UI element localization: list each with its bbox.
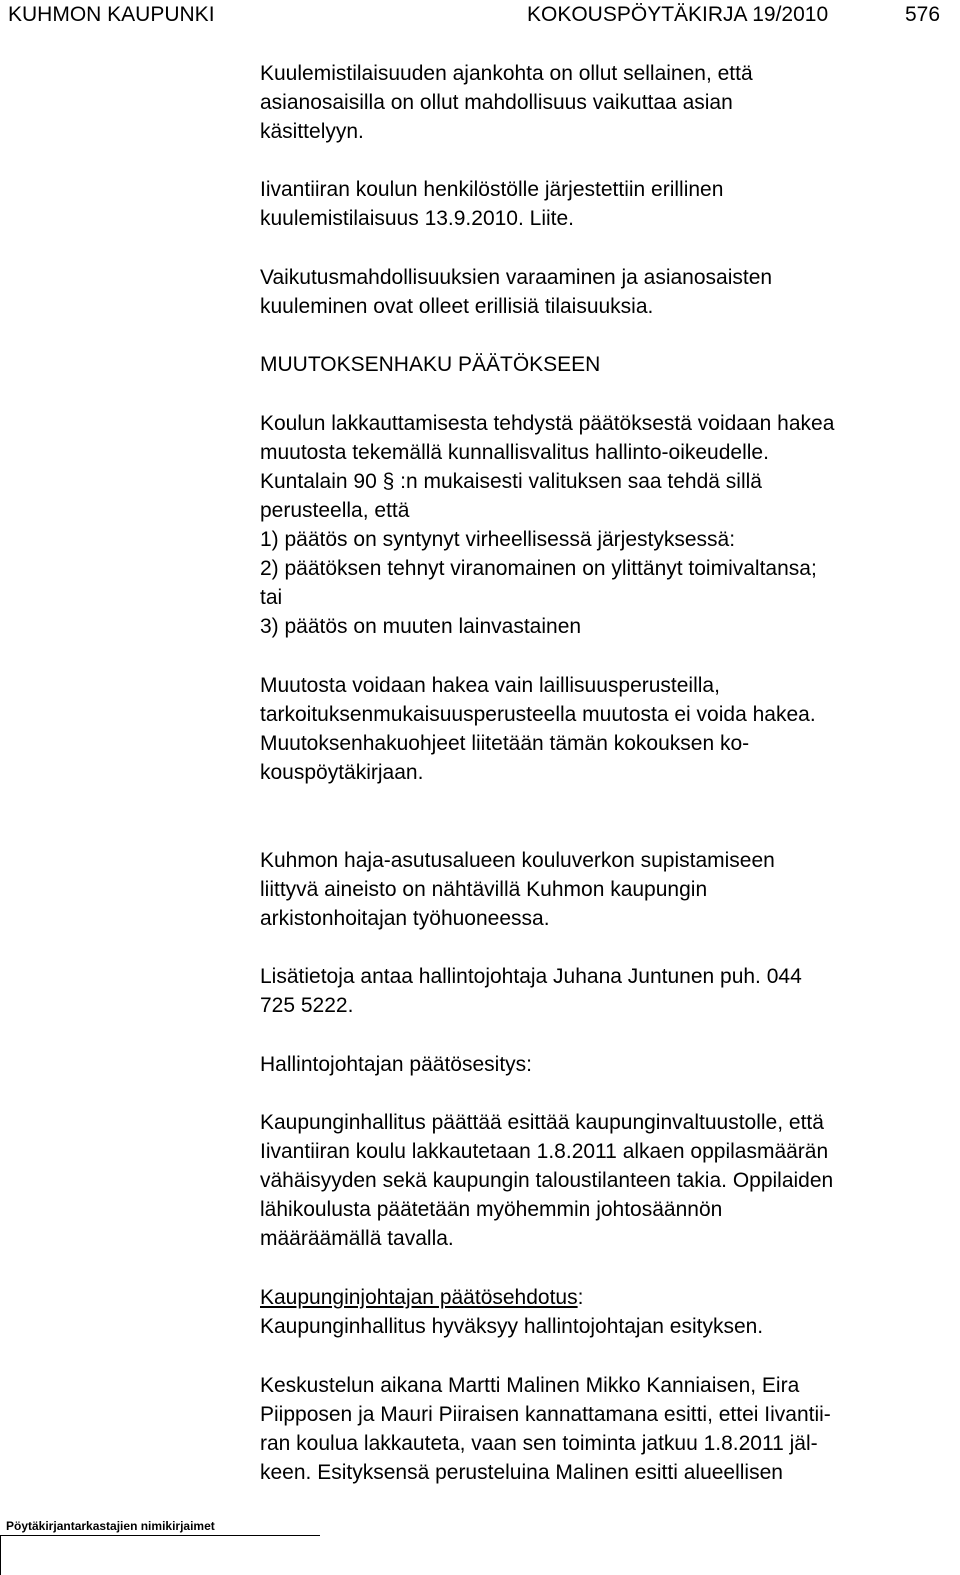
- page-header: [0, 0, 960, 30]
- body-line: keen. Esityksensä perusteluina Malinen esitti alueellisen: [260, 1461, 783, 1484]
- body-line: muutosta tekemällä kunnallisvalitus hallinto-oikeudelle.: [260, 441, 769, 464]
- body-line: Iivantiiran koulu lakkautetaan 1.8.2011 alkaen oppilasmäärän: [260, 1140, 829, 1163]
- section-heading: MUUTOKSENHAKU PÄÄTÖKSEEN: [260, 353, 601, 376]
- body-line: vähäisyyden sekä kaupungin taloustilanteen takia. Oppilaiden: [260, 1169, 834, 1192]
- body-line: Kaupunginhallitus päättää esittää kaupunginvaltuustolle, että: [260, 1111, 824, 1134]
- body-line: määräämällä tavalla.: [260, 1227, 454, 1250]
- body-line: asianosaisilla on ollut mahdollisuus vaikuttaa asian: [260, 91, 733, 114]
- body-line: Piipposen ja Mauri Piiraisen kannattamana esitti, ettei Iivantii-: [260, 1403, 831, 1426]
- body-line: Kuulemistilaisuuden ajankohta on ollut sellainen, että: [260, 62, 753, 85]
- document-title: KOKOUSPÖYTÄKIRJA 19/2010: [527, 3, 829, 26]
- list-item: 3) päätös on muuten lainvastainen: [260, 615, 582, 638]
- list-item: tai: [260, 586, 283, 609]
- proposal-heading: Hallintojohtajan päätösesitys:: [260, 1053, 532, 1076]
- body-line: Kuntalain 90 § :n mukaisesti valituksen saa tehdä sillä: [260, 470, 762, 493]
- initials-rule: [0, 1535, 320, 1536]
- body-line: liittyvä aineisto on nähtävillä Kuhmon kaupungin: [260, 878, 708, 901]
- body-line: kuulemistilaisuus 13.9.2010. Liite.: [260, 207, 575, 230]
- body-line: Iivantiiran koulun henkilöstölle järjestettiin erillinen: [260, 178, 724, 201]
- body-line: Keskustelun aikana Martti Malinen Mikko Kanniaisen, Eira: [260, 1374, 800, 1397]
- body-line: tarkoituksenmukaisuusperusteella muutosta ei voida hakea.: [260, 703, 816, 726]
- body-line: Muutosta voidaan hakea vain laillisuusperusteilla,: [260, 674, 720, 697]
- initials-box-edge: [0, 1535, 1, 1575]
- body-line: Lisätietoja antaa hallintojohtaja Juhana Juntunen puh. 044: [260, 965, 802, 988]
- initials-label: Pöytäkirjantarkastajien nimikirjaimet: [6, 1519, 215, 1533]
- body-line: Muutoksenhakuohjeet liitetään tämän kokouksen ko-: [260, 732, 750, 755]
- body-line: ran koulua lakkauteta, vaan sen toiminta jatkuu 1.8.2011 jäl-: [260, 1432, 818, 1455]
- list-item: 1) päätös on syntynyt virheellisessä järjestyksessä:: [260, 528, 736, 551]
- mayor-proposal-heading: [260, 1283, 583, 1312]
- body-line: lähikoulusta päätetään myöhemmin johtosäännön: [260, 1198, 723, 1221]
- body-line: Kaupunginhallitus hyväksyy hallintojohtajan esityksen.: [260, 1315, 764, 1338]
- body-line: arkistonhoitajan työhuoneessa.: [260, 907, 550, 930]
- body-line: Vaikutusmahdollisuuksien varaaminen ja asianosaisten: [260, 266, 773, 289]
- body-line: Kuhmon haja-asutusalueen kouluverkon supistamiseen: [260, 849, 775, 872]
- body-line: perusteella, että: [260, 499, 410, 522]
- body-line: Koulun lakkauttamisesta tehdystä päätöksestä voidaan hakea: [260, 412, 835, 435]
- page-number: 576: [905, 3, 941, 26]
- body-line: kuuleminen ovat olleet erillisiä tilaisuuksia.: [260, 295, 654, 318]
- body-line: käsittelyyn.: [260, 120, 364, 143]
- body-line: 725 5222.: [260, 994, 354, 1017]
- mayor-proposal-heading-text: Kaupunginjohtajan päätösehdotus: [260, 1286, 578, 1309]
- body-line: kouspöytäkirjaan.: [260, 761, 424, 784]
- organization-name: KUHMON KAUPUNKI: [8, 3, 215, 26]
- mayor-proposal-heading-colon: :: [577, 1286, 584, 1309]
- list-item: 2) päätöksen tehnyt viranomainen on ylittänyt toimivaltansa;: [260, 557, 817, 580]
